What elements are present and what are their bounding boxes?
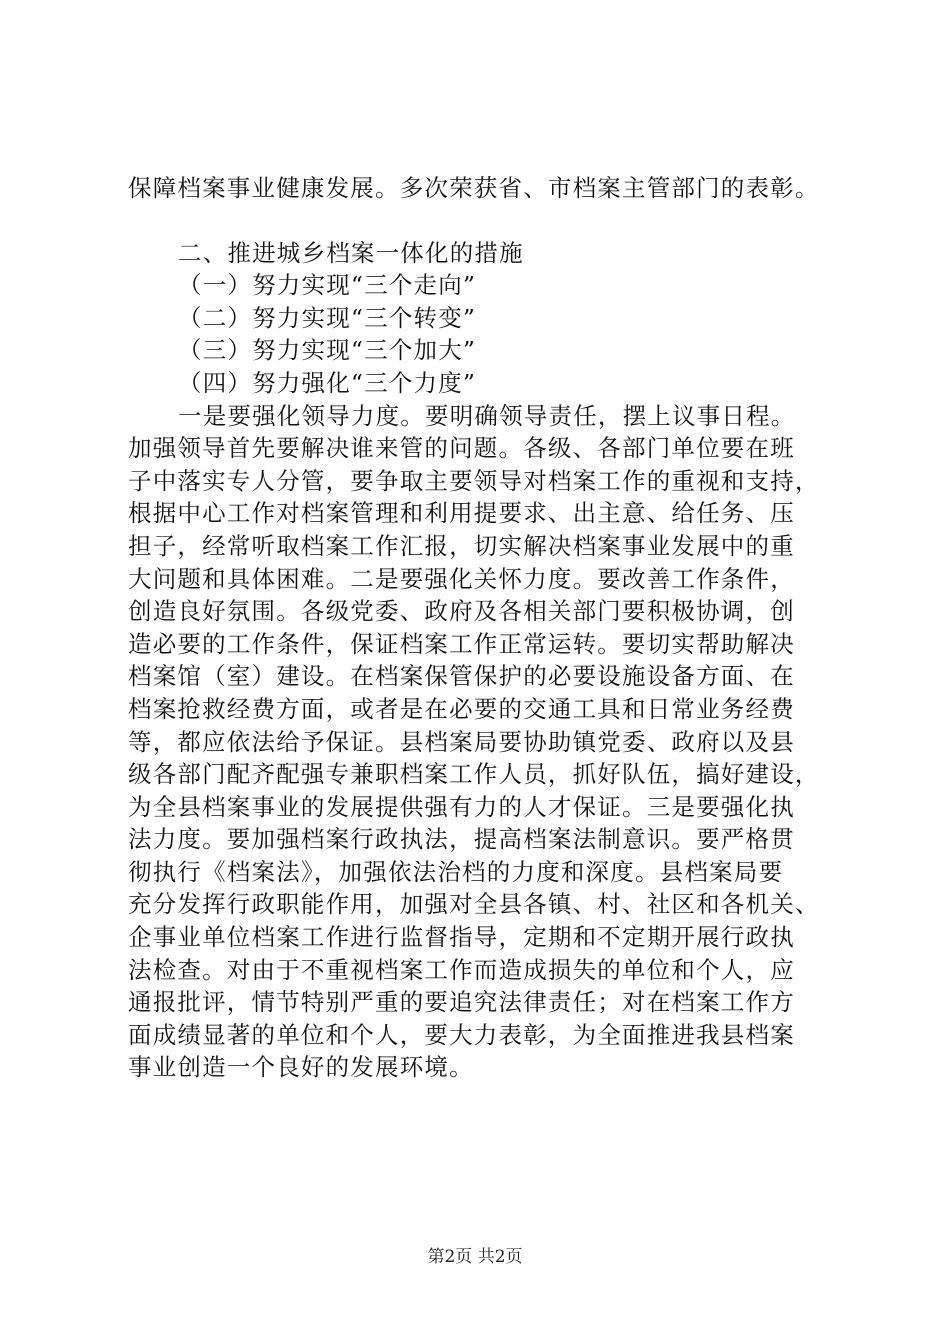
- section-heading: 二、推进城乡档案一体化的措施: [178, 238, 524, 267]
- paragraph-line: 子中落实专人分管，要争取主要领导对档案工作的重视和支持，: [128, 466, 820, 495]
- paragraph-line: 法检查。对由于不重视档案工作而造成损失的单位和个人，应: [128, 955, 795, 984]
- paragraph-line: 通报批评，情节特别严重的要追究法律责任；对在档案工作方: [128, 988, 795, 1017]
- paragraph-line: 彻执行《档案法》，加强依法治档的力度和深度。县档案局要: [128, 857, 784, 886]
- document-body: [128, 172, 850, 1084]
- sub-item: （二）努力实现“三个转变”: [178, 303, 477, 332]
- paragraph-line: 担子，经常听取档案工作汇报，切实解决档案事业发展中的重: [128, 531, 795, 560]
- paragraph-line: 档案馆（室）建设。在档案保管保护的必要设施设备方面、在: [128, 662, 795, 691]
- paragraph-line: 法力度。要加强档案行政执法，提高档案法制意识。要严格贯: [128, 825, 795, 854]
- paragraph-line: 一是要强化领导力度。要明确领导责任，摆上议事日程。: [178, 401, 796, 430]
- paragraph-line: 为全县档案事业的发展提供强有力的人才保证。三是要强化执: [128, 792, 795, 821]
- sub-item: （四）努力强化“三个力度”: [178, 368, 477, 397]
- paragraph-line: 级各部门配齐配强专兼职档案工作人员，抓好队伍，搞好建设，: [128, 760, 820, 789]
- paragraph-line: 充分发挥行政职能作用，加强对全县各镇、村、社区和各机关、: [128, 890, 820, 919]
- paragraph-line: 等，都应依法给予保证。县档案局要协助镇党委、政府以及县: [128, 727, 795, 756]
- page-number-footer: 第2页 共2页: [427, 1247, 523, 1267]
- sub-item: （一）努力实现“三个走向”: [178, 271, 477, 300]
- sub-item: （三）努力实现“三个加大”: [178, 336, 477, 365]
- paragraph-line: 档案抢救经费方面，或者是在必要的交通工具和日常业务经费: [128, 694, 795, 723]
- paragraph-line: 面成绩显著的单位和个人，要大力表彰，为全面推进我县档案: [128, 1020, 795, 1049]
- paragraph-gap: [128, 205, 850, 237]
- paragraph-line: 事业创造一个良好的发展环境。: [128, 1053, 474, 1082]
- paragraph-line: 创造良好氛围。各级党委、政府及各相关部门要积极协调，创: [128, 597, 795, 626]
- paragraph-line: 加强领导首先要解决谁来管的问题。各级、各部门单位要在班: [128, 434, 795, 463]
- carryover-line: 保障档案事业健康发展。多次荣获省、市档案主管部门的表彰。: [128, 174, 820, 202]
- paragraph-line: 造必要的工作条件，保证档案工作正常运转。要切实帮助解决: [128, 629, 795, 658]
- paragraph-line: 根据中心工作对档案管理和利用提要求、出主意、给任务、压: [128, 499, 795, 528]
- paragraph-line: 大问题和具体困难。二是要强化关怀力度。要改善工作条件，: [128, 564, 795, 593]
- paragraph-line: 企事业单位档案工作进行监督指导，定期和不定期开展行政执: [128, 923, 795, 952]
